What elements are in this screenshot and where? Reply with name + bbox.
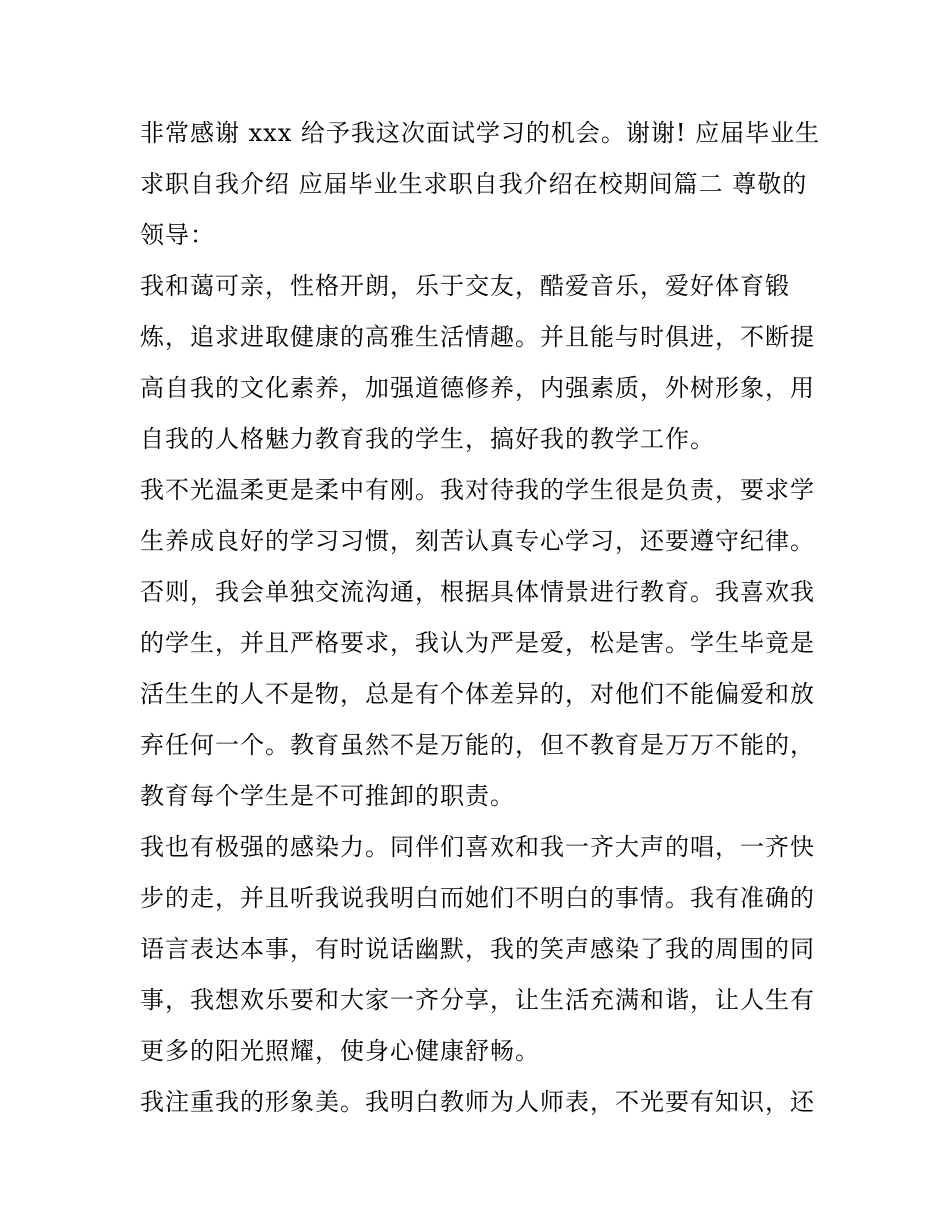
text-line-9: 生养成良好的学习习惯，刻苦认真专心学习，还要遵守纪律。 — [140, 527, 815, 555]
text-line-13: 弃任何一个。教育虽然不是万能的，但不教育是万万不能的， — [140, 731, 815, 759]
text-line-1: 非常感谢 xxx 给予我这次面试学习的机会。谢谢! 应届毕业生 — [140, 119, 821, 147]
text-line-10: 否则，我会单独交流沟通，根据具体情景进行教育。我喜欢我 — [140, 578, 815, 606]
text-line-7: 自我的人格魅力教育我的学生，搞好我的教学工作。 — [140, 425, 715, 453]
document-body — [140, 108, 820, 1128]
text-line-8: 我不光温柔更是柔中有刚。我对待我的学生很是负责，要求学 — [140, 476, 815, 504]
text-line-4: 我和蔼可亲，性格开朗，乐于交友，酷爱音乐，爱好体育锻 — [140, 272, 790, 300]
text-line-12: 活生生的人不是物，总是有个体差异的，对他们不能偏爱和放 — [140, 680, 815, 708]
text-line-5: 炼，追求进取健康的高雅生活情趣。并且能与时俱进，不断提 — [140, 323, 815, 351]
text-line-19: 更多的阳光照耀，使身心健康舒畅。 — [140, 1037, 540, 1065]
text-line-20: 我注重我的形象美。我明白教师为人师表，不光要有知识，还 — [140, 1088, 815, 1116]
text-line-11: 的学生，并且严格要求，我认为严是爱，松是害。学生毕竟是 — [140, 629, 815, 657]
text-line-18: 事，我想欢乐要和大家一齐分享，让生活充满和谐，让人生有 — [140, 986, 815, 1014]
text-line-14: 教育每个学生是不可推卸的职责。 — [140, 782, 515, 810]
text-line-17: 语言表达本事，有时说话幽默，我的笑声感染了我的周围的同 — [140, 935, 815, 963]
text-line-15: 我也有极强的感染力。同伴们喜欢和我一齐大声的唱，一齐快 — [140, 833, 815, 861]
text-line-2: 求职自我介绍 应届毕业生求职自我介绍在校期间篇二 尊敬的 — [140, 170, 808, 198]
text-line-6: 高自我的文化素养，加强道德修养，内强素质，外树形象，用 — [140, 374, 815, 402]
text-line-16: 步的走，并且听我说我明白而她们不明白的事情。我有准确的 — [140, 884, 815, 912]
text-line-3: 领导： — [140, 221, 215, 249]
